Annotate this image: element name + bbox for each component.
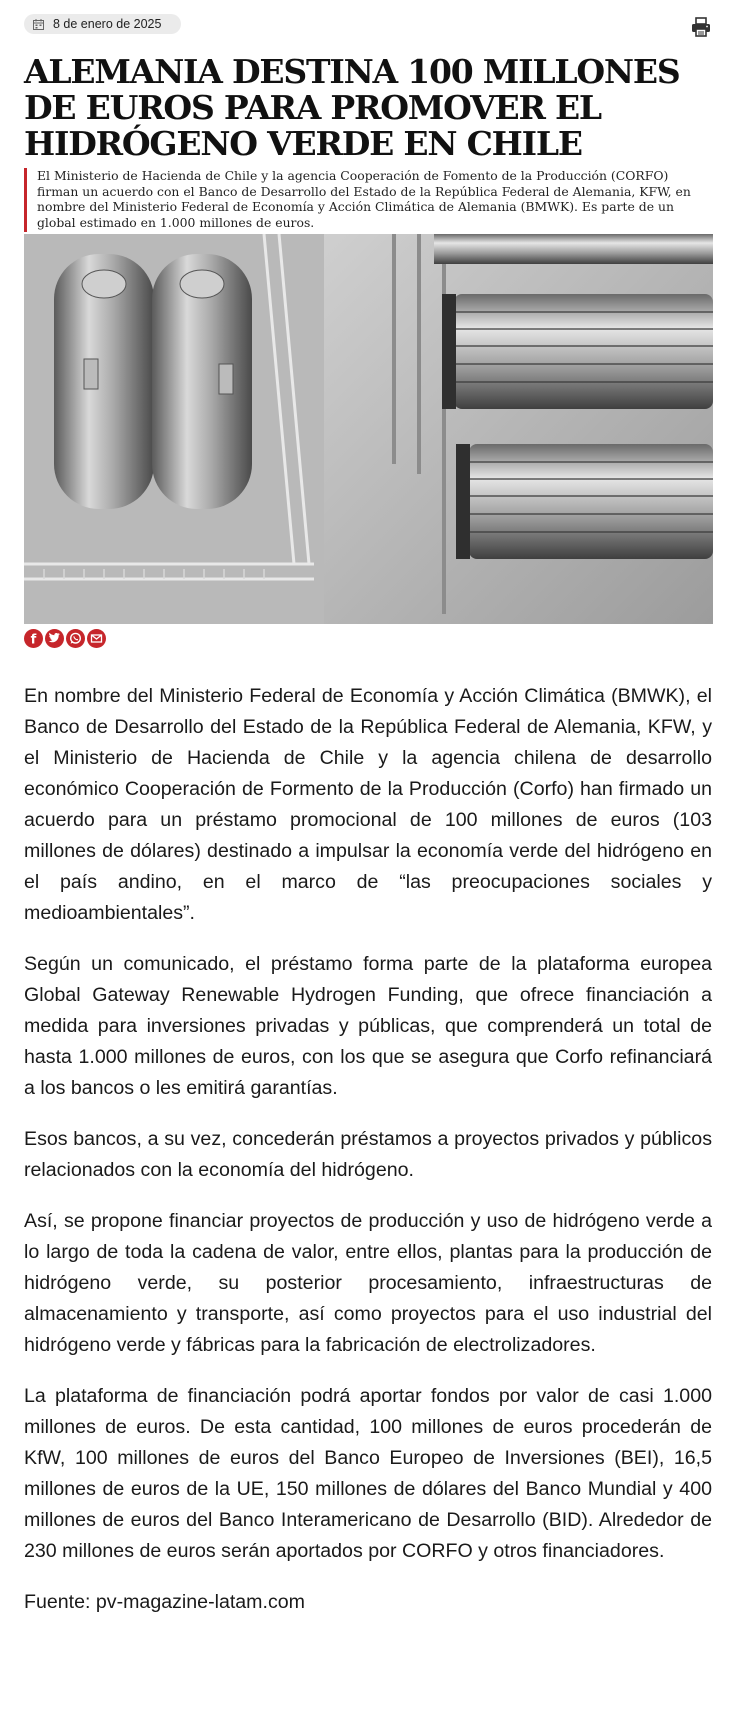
body-paragraph: En nombre del Ministerio Federal de Economía y Acción Climática (BMWK), el Banco de Desarrollo del Estado de la República Federal de Alemania, KFW, y el Ministerio de Hacienda de Chile y la agencia chilena de desarrollo económico Cooperación de Formento de la Producción (Corfo) han firmado un acuerdo para un préstamo promocional de 100 millones de euros (103 millones de dólares) destinado a impulsar la economía verde del hidrógeno en el país andino, en el marco de “las preocupaciones sociales y medioambientales”. (24, 685, 712, 924)
article-source: Fuente: pv-magazine-latam.com (24, 1591, 305, 1613)
calendar-icon (32, 18, 45, 31)
date-badge (24, 14, 181, 34)
article-meta-bar (24, 14, 712, 34)
body-paragraph: Según un comunicado, el préstamo forma parte de la plataforma europea Global Gateway Renewable Hydrogen Funding, que ofrece financiación a medida para inversiones privadas y públicas, que comprenderá un total de hasta 1.000 millones de euros, con los que se asegura que Corfo refinanciará a los bancos o les emitirá garantías. (24, 953, 712, 1099)
printer-icon[interactable] (690, 16, 712, 38)
article-body (24, 681, 712, 1638)
body-paragraph: Así, se propone financiar proyectos de producción y uso de hidrógeno verde a lo largo de toda la cadena de valor, entre ellos, plantas para la producción de hidrógeno verde, su posterior procesamiento, infraestructuras de almacenamiento y transporte, así como proyectos para el uso industrial del hidrógeno verde y fábricas para la fabricación de electrolizadores. (24, 1210, 712, 1356)
email-icon[interactable] (87, 629, 106, 648)
body-paragraph: La plataforma de financiación podrá aportar fondos por valor de casi 1.000 millones de euros. De esta cantidad, 100 millones de euros procederán de KfW, 100 millones de euros del Banco Europeo de Inversiones (BEI), 16,5 millones de euros de la UE, 150 millones de dólares del Banco Mundial y 400 millones de euros del Banco Interamericano de Desarrollo (BID). Alrededor de 230 millones de euros serán aportados por CORFO y otros financiadores. (24, 1385, 712, 1562)
twitter-icon[interactable] (45, 629, 64, 648)
article-headline: ALEMANIA DESTINA 100 MILLONES DE EUROS PARA PROMOVER EL HIDRÓGENO VERDE EN CHILE (24, 52, 680, 163)
whatsapp-icon[interactable] (66, 629, 85, 648)
article-lead: El Ministerio de Hacienda de Chile y la agencia Cooperación de Fomento de la Producción (CORFO) firman un acuerdo con el Banco de Desarrollo del Estado de la República Federal de Alemania, KFW, en nombre del Ministerio Federal de Economía y Acción Climática de Alemania (BMWK). Es parte de un global estimado en 1.000 millones de euros. (24, 168, 712, 232)
publish-date: 8 de enero de 2025 (53, 17, 162, 31)
share-buttons (24, 629, 106, 649)
svg-text:f: f (30, 632, 37, 648)
facebook-icon[interactable] (24, 629, 43, 648)
article-hero-image (24, 234, 713, 624)
body-paragraph: Esos bancos, a su vez, concederán préstamos a proyectos privados y públicos relacionados con la economía del hidrógeno. (24, 1128, 712, 1181)
